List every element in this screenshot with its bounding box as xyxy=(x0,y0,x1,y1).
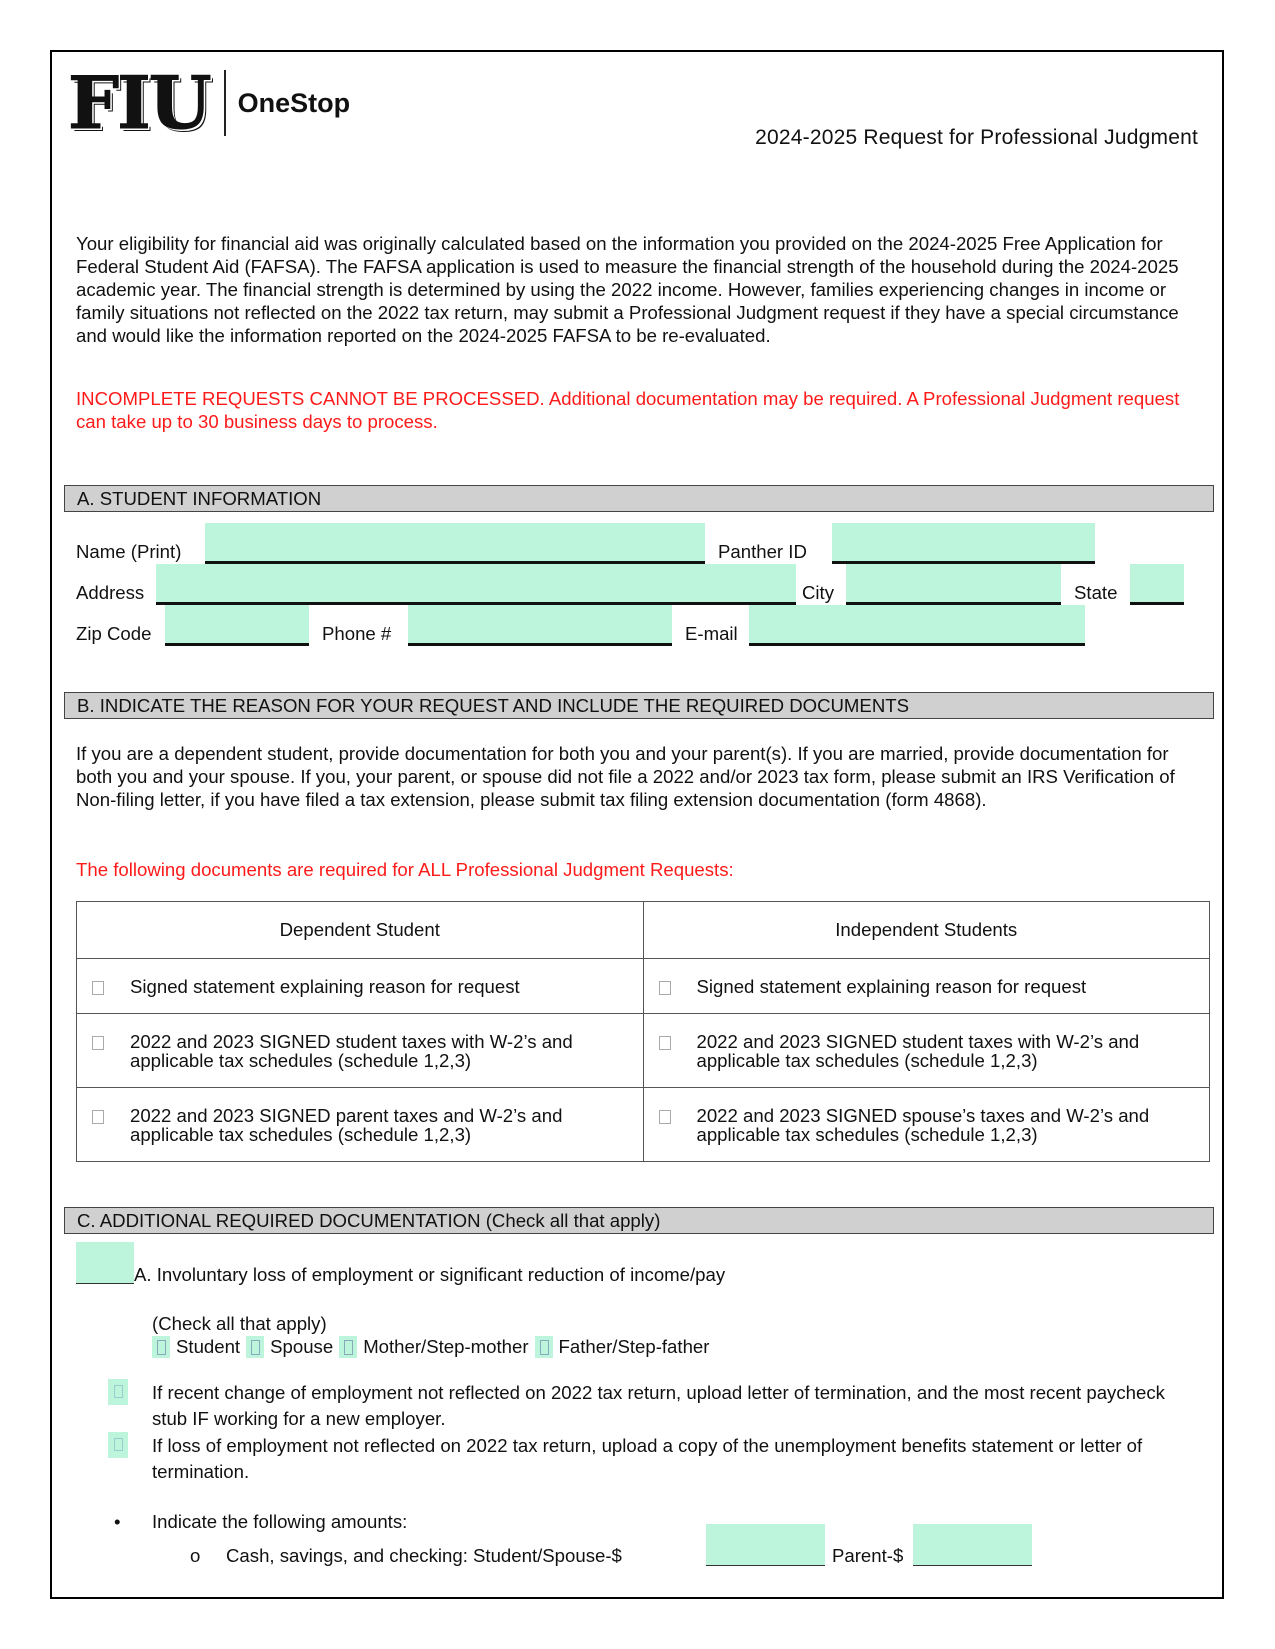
document-title: 2024-2025 Request for Professional Judgment xyxy=(755,126,1198,149)
who-options xyxy=(152,1336,709,1358)
state-field[interactable] xyxy=(1130,564,1184,605)
zip-label: Zip Code xyxy=(76,623,152,644)
item-a-check-field[interactable] xyxy=(76,1242,134,1284)
spouse-checkbox[interactable] xyxy=(246,1336,264,1358)
section-b-paragraph: If you are a dependent student, provide documentation for both you and your parent(s). If you are married, provide documentation for both you and your spouse. If you, your parent, or spouse did not file a 2022 and/or 2023 tax form, please submit an IRS Verification of Non-filing letter, if you have filed a tax extension, please submit tax filing extension documentation (form 4868). xyxy=(76,743,1175,810)
name-input[interactable] xyxy=(205,523,709,563)
name-field[interactable] xyxy=(205,523,705,564)
doc-item: 2022 and 2023 SIGNED student taxes with W-2’s and applicable tax schedules (schedule 1,2,3) xyxy=(130,1030,573,1071)
address-field[interactable] xyxy=(156,564,796,605)
zip-field[interactable] xyxy=(165,605,309,646)
loss-employment-checkbox[interactable] xyxy=(108,1432,128,1458)
address-input[interactable] xyxy=(156,564,800,604)
city-input[interactable] xyxy=(846,564,1065,604)
email-input[interactable] xyxy=(749,605,1089,645)
section-c-header: C. ADDITIONAL REQUIRED DOCUMENTATION (Check all that apply) xyxy=(64,1207,1214,1234)
doc-item: Signed statement explaining reason for request xyxy=(696,975,1087,997)
check-all-note: (Check all that apply) xyxy=(152,1313,327,1334)
cash-student-input[interactable] xyxy=(706,1524,829,1567)
sub-bullet-icon: o xyxy=(190,1545,201,1566)
name-label: Name (Print) xyxy=(76,541,182,562)
email-label: E-mail xyxy=(685,623,738,644)
state-label: State xyxy=(1074,582,1118,603)
header-independent-students: Independent Students xyxy=(643,902,1210,959)
employment-change-checkbox[interactable] xyxy=(108,1379,128,1405)
logo-divider xyxy=(224,70,226,136)
zip-input[interactable] xyxy=(165,605,313,645)
checkbox[interactable] xyxy=(659,1110,671,1124)
option-spouse: Spouse xyxy=(270,1336,334,1357)
header-dependent-student: Dependent Student xyxy=(77,902,644,959)
checkbox[interactable] xyxy=(92,981,104,995)
employment-change-item: If recent change of employment not reflected on 2022 tax return, upload letter of termination, and the most recent paycheck stub IF working for a new employer. xyxy=(152,1382,1165,1429)
intro-paragraph: Your eligibility for financial aid was originally calculated based on the information you provided on the 2024-2025 Free Application for Federal Student Aid (FAFSA). The FAFSA application is used to measure the financial strength of the household during the 2024-2025 academic year. The financial strength is determined by using the 2022 income. However, families experiencing changes in income or family situations not reflected on the 2022 tax return, may submit a Professional Judgment request if they have a special circumstance and would like the information reported on the 2024-2025 FAFSA to be re-evaluated. xyxy=(76,233,1179,346)
cash-parent-input[interactable] xyxy=(913,1524,1036,1567)
bullet-icon: • xyxy=(114,1511,121,1532)
panther-id-label: Panther ID xyxy=(718,541,807,562)
student-checkbox[interactable] xyxy=(152,1336,170,1358)
doc-item: 2022 and 2023 SIGNED student taxes with W-2’s and applicable tax schedules (schedule 1,2,3) xyxy=(696,1030,1140,1071)
city-field[interactable] xyxy=(846,564,1061,605)
required-documents-table xyxy=(76,901,1210,1162)
form-page xyxy=(50,50,1224,1599)
address-label: Address xyxy=(76,582,145,603)
mother-checkbox[interactable] xyxy=(339,1336,357,1358)
option-student: Student xyxy=(176,1336,241,1357)
fiu-onestop-logo xyxy=(68,60,351,145)
phone-input[interactable] xyxy=(408,605,676,645)
panther-id-input[interactable] xyxy=(832,523,1099,563)
option-father: Father/Step-father xyxy=(558,1336,710,1357)
incomplete-warning: INCOMPLETE REQUESTS CANNOT BE PROCESSED. Additional documentation may be required. A Professional Judgment request can take up to 30 business days to process. xyxy=(76,388,1180,432)
onestop-brand: OneStop xyxy=(237,87,351,118)
section-b-header: B. INDICATE THE REASON FOR YOUR REQUEST AND INCLUDE THE REQUIRED DOCUMENTS xyxy=(64,692,1214,719)
checkbox[interactable] xyxy=(659,981,671,995)
parent-label: Parent-$ xyxy=(832,1545,904,1566)
checkbox[interactable] xyxy=(659,1036,671,1050)
checkbox[interactable] xyxy=(92,1110,104,1124)
state-input[interactable] xyxy=(1130,564,1188,604)
option-mother: Mother/Step-mother xyxy=(363,1336,529,1357)
cash-student-label: Cash, savings, and checking: Student/Spouse-$ xyxy=(226,1545,622,1566)
cash-parent-field[interactable] xyxy=(913,1524,1032,1566)
father-checkbox[interactable] xyxy=(535,1336,553,1358)
loss-employment-item: If loss of employment not reflected on 2022 tax return, upload a copy of the unemployment benefits statement or letter of termination. xyxy=(152,1435,1143,1482)
doc-item: 2022 and 2023 SIGNED spouse’s taxes and W-2’s and applicable tax schedules (schedule 1,2,3) xyxy=(696,1104,1150,1145)
phone-label: Phone # xyxy=(322,623,392,644)
cash-student-field[interactable] xyxy=(706,1524,825,1566)
section-a-header: A. STUDENT INFORMATION xyxy=(64,485,1214,512)
item-a-label: A. Involuntary loss of employment or significant reduction of income/pay xyxy=(134,1264,726,1285)
panther-id-field[interactable] xyxy=(832,523,1095,564)
email-field[interactable] xyxy=(749,605,1085,646)
amounts-bullet: Indicate the following amounts: xyxy=(152,1511,408,1532)
required-docs-note: The following documents are required for ALL Professional Judgment Requests: xyxy=(76,859,734,880)
city-label: City xyxy=(802,582,835,603)
phone-field[interactable] xyxy=(408,605,672,646)
fiu-logo-text: FIU xyxy=(68,60,210,145)
doc-item: Signed statement explaining reason for request xyxy=(130,975,520,997)
doc-item: 2022 and 2023 SIGNED parent taxes and W-2’s and applicable tax schedules (schedule 1,2,3) xyxy=(130,1104,563,1145)
checkbox[interactable] xyxy=(92,1036,104,1050)
